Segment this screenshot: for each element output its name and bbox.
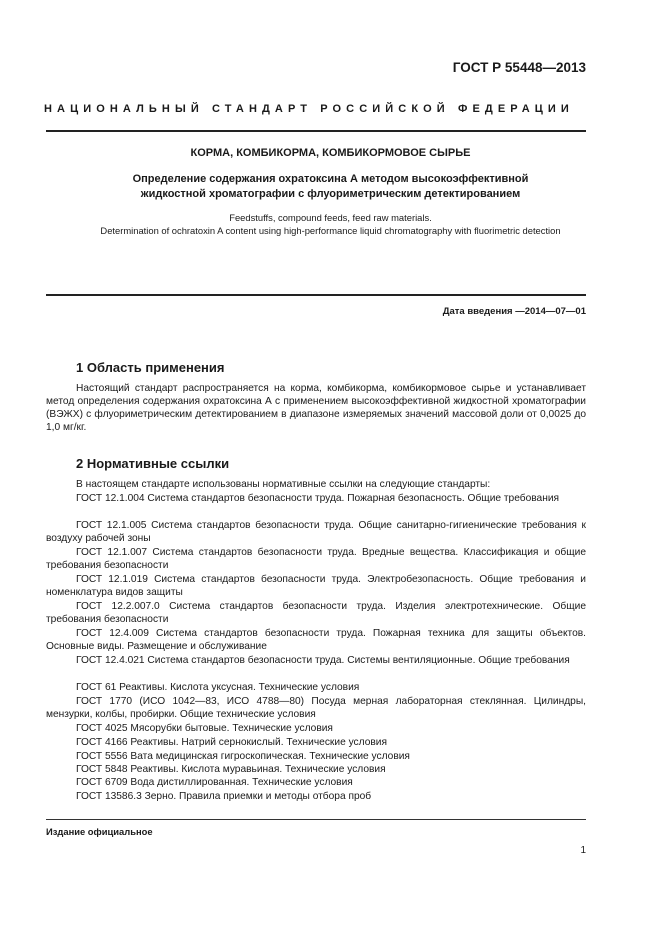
- document-number: ГОСТ Р 55448—2013: [452, 60, 586, 75]
- reference-text: ГОСТ 61 Реактивы. Кислота уксусная. Технические условия: [76, 682, 360, 693]
- section-2-intro: В настоящем стандарте использованы нормативные ссылки на следующие стандарты:: [76, 479, 491, 490]
- reference-item: [46, 790, 586, 803]
- reference-text: ГОСТ 12.1.005 Система стандартов безопасности труда. Общие санитарно-гигиенические требования к воздуху рабочей зоны: [46, 520, 586, 545]
- reference-item: [46, 695, 586, 722]
- reference-text: ГОСТ 12.1.004 Система стандартов безопасности труда. Пожарная безопасность. Общие требования: [76, 493, 560, 504]
- reference-text: ГОСТ 12.1.019 Система стандартов безопасности труда. Электробезопасность. Общие требования и номенклатура видов защиты: [46, 574, 586, 599]
- reference-text: ГОСТ 1770 (ИСО 1042—83, ИСО 4788—80) Посуда мерная лабораторная стеклянная. Цилиндры, мензурки, колбы, пробирки. Общие технические условия: [46, 696, 586, 721]
- reference-text: ГОСТ 12.4.009 Система стандартов безопасности труда. Пожарная техника для защиты объектов. Основные виды. Размещение и обслуживание: [46, 628, 586, 653]
- reference-text: ГОСТ 13586.3 Зерно. Правила приемки и методы отбора проб: [76, 791, 372, 802]
- reference-item: [46, 492, 586, 505]
- reference-item: [46, 573, 586, 600]
- reference-item: [46, 546, 586, 573]
- introduction-date: Дата введения —2014—07—01: [442, 306, 586, 317]
- title-russian-line-1: Определение содержания охратоксина А методом высокоэффективной: [132, 173, 529, 185]
- reference-text: ГОСТ 5848 Реактивы. Кислота муравьиная. Технические условия: [76, 764, 386, 775]
- title-english: [40, 211, 621, 237]
- reference-item: [46, 722, 586, 735]
- section-1-heading: 1 Область применения: [76, 360, 225, 375]
- official-edition-label: Издание официальное: [46, 826, 153, 837]
- reference-item: [46, 654, 586, 667]
- header-divider: [46, 130, 586, 132]
- document-subject: КОРМА, КОМБИКОРМА, КОМБИКОРМОВОЕ СЫРЬЕ: [190, 147, 471, 159]
- reference-text: ГОСТ 4166 Реактивы. Натрий сернокислый. Технические условия: [76, 737, 387, 748]
- reference-text: ГОСТ 6709 Вода дистиллированная. Технические условия: [76, 777, 353, 788]
- section-1-text: [46, 382, 586, 434]
- title-english-line-2: Determination of ochratoxin A content using high-performance liquid chromatography with fluorimetric detection: [100, 225, 561, 236]
- section-1-text-body: Настоящий стандарт распространяется на корма, комбикорма, комбикормовое сырье и устанавливает метод определения содержания охратоксина А с применением высокоэффективной жидкостной хроматографии (ВЭЖХ) с флуориметрическим детектированием в диапазоне измеряемых значений массовой доли от 0,0025 до 1,0 мг/кг.: [46, 383, 586, 434]
- reference-item: [46, 519, 586, 546]
- title-divider: [46, 294, 586, 296]
- reference-text: ГОСТ 12.4.021 Система стандартов безопасности труда. Системы вентиляционные. Общие требования: [76, 655, 570, 666]
- reference-item: [46, 600, 586, 627]
- reference-item: [46, 627, 586, 654]
- reference-text: ГОСТ 12.1.007 Система стандартов безопасности труда. Вредные вещества. Классификация и общие требования безопасности: [46, 547, 586, 572]
- title-english-line-1: Feedstuffs, compound feeds, feed raw materials.: [229, 212, 432, 223]
- reference-text: ГОСТ 12.2.007.0 Система стандартов безопасности труда. Изделия электротехнические. Общие требования безопасности: [46, 601, 586, 626]
- title-russian: [60, 172, 601, 202]
- title-russian-line-2: жидкостной хроматографии с флуориметрическим детектированием: [140, 188, 521, 200]
- reference-item: [46, 750, 586, 763]
- section-2-heading: 2 Нормативные ссылки: [76, 456, 230, 471]
- footer-divider: [46, 819, 586, 820]
- reference-text: ГОСТ 4025 Мясорубки бытовые. Технические условия: [76, 723, 333, 734]
- reference-item: [46, 776, 586, 789]
- page-number: 1: [580, 845, 586, 856]
- reference-item: [46, 736, 586, 749]
- reference-text: ГОСТ 5556 Вата медицинская гигроскопическая. Технические условия: [76, 751, 410, 762]
- reference-item: [46, 681, 586, 694]
- national-standard-banner: НАЦИОНАЛЬНЫЙ СТАНДАРТ РОССИЙСКОЙ ФЕДЕРАЦИИ: [44, 103, 574, 115]
- reference-item: [46, 763, 586, 776]
